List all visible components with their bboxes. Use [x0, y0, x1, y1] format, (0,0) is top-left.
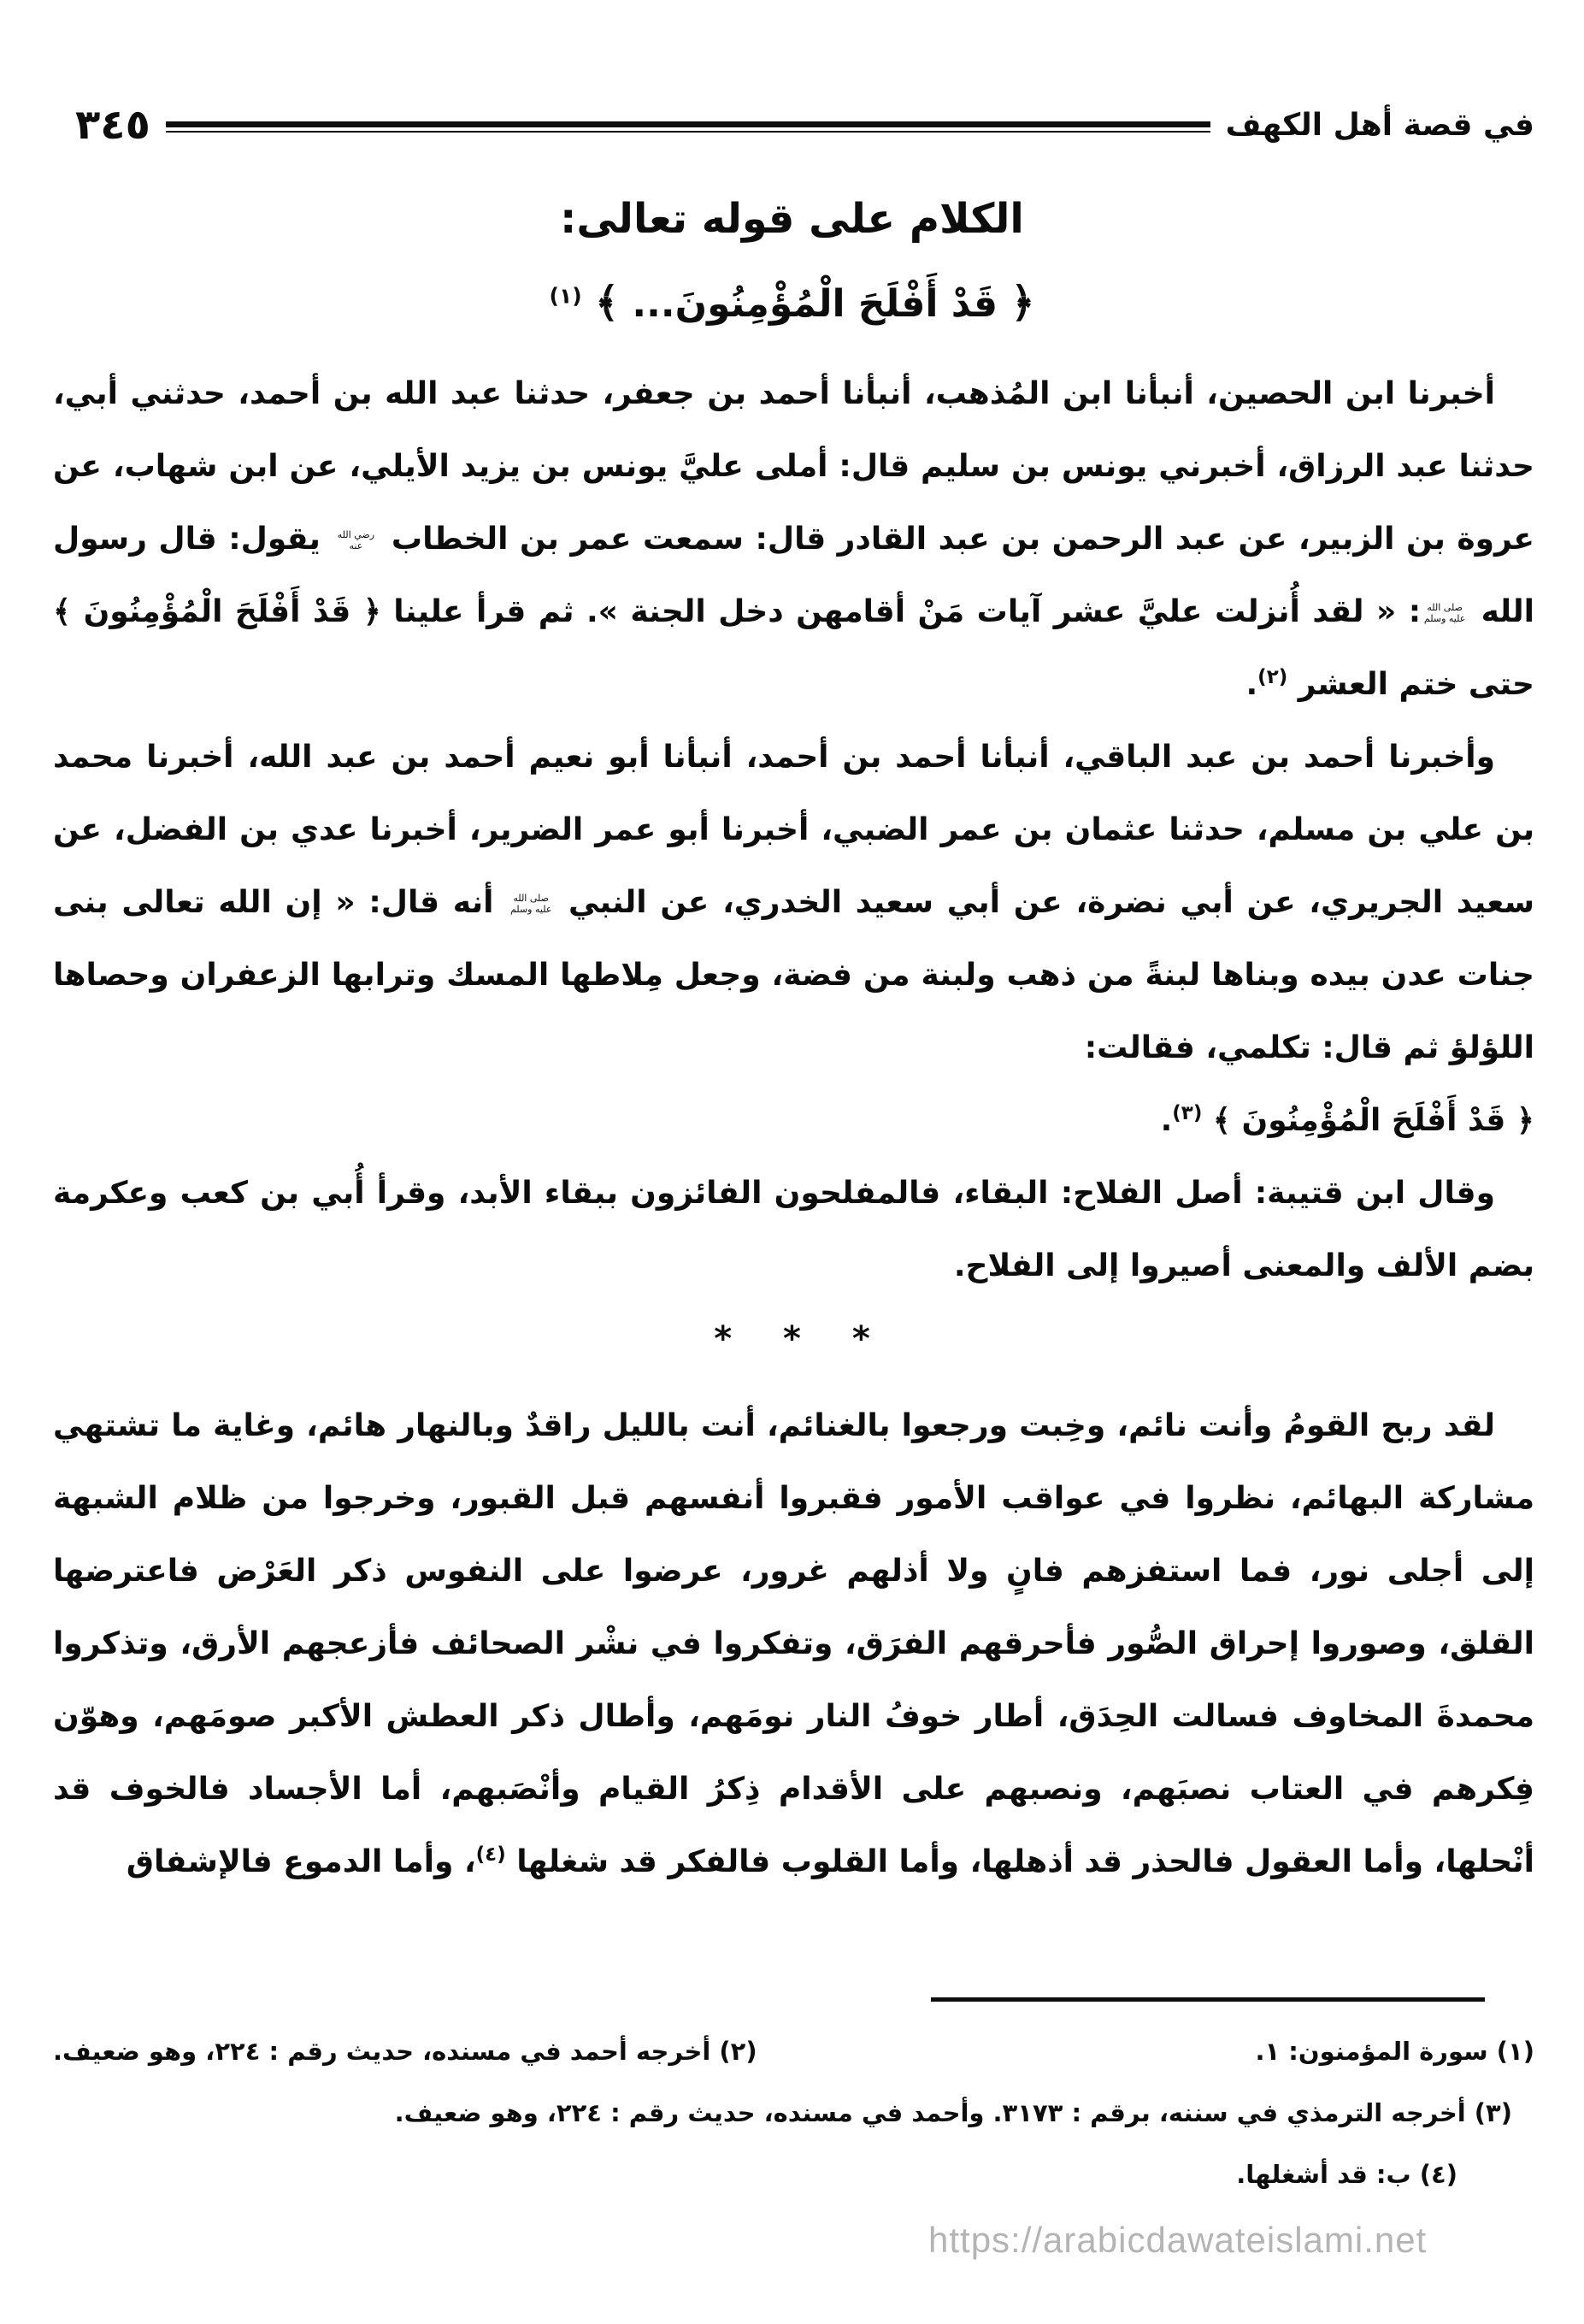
text-run: أخبرنا ابن الحصين، أنبأنا ابن المُذهب، أنبأنا أحمد بن جعفر، حدثنا عبد الله بن أحمد، حدثني أبي، حدثنا عبد الرزاق، أخبرني يونس بن سليم قال: أملى عليَّ يونس بن يزيد الأيلي، عن ابن شهاب، عن عروة بن الزبير، عن عبد الرحمن بن عبد القادر قال: سمعت عمر بن الخطاب: [53, 376, 1534, 557]
verse-footnote-ref: (١): [549, 283, 582, 309]
text-run: لقد ربح القومُ وأنت نائم، وخِبت ورجعوا بالغنائم، أنت بالليل راقدٌ وبالنهار هائم، وغاية ما تشتهي مشاركة البهائم، نظروا في عواقب الأمور فقبروا أنفسهم قبل القبور، وخرجوا من ظلام الشبهة إلى أجلى نور، فما استفزهم فانٍ ولا أذلهم غرور، عرضوا على النفوس ذكر العَرْض فاعترضها القلق، وصوروا إحراق الصُّور فأحرقهم الفرَق، وتفكروا في نشْر الصحائف فأزعجهم الأرق، وتذكروا محمدةَ المخاوف فسالت الحِدَق، أطار خوفُ النار نومَهم، وأطال ذكر العطش الأكبر صومَهم، وهوّن فِكرهم في العتاب نصبَهم، ونصبهم على الأقدام ذِكرُ القيام وأنْصَبهم، أما الأجساد فالخوف قد أنْحلها، وأما العقول فالحذر قد أذهلها، وأما القلوب فالفكر قد شغلها: [53, 1408, 1534, 1879]
quran-quote: ﴿ قَدْ أَفْلَحَ الْمُؤْمِنُونَ ﴾: [53, 594, 381, 629]
honorific-seal: رضي الله عنه: [337, 528, 375, 552]
footnotes-section: [53, 1997, 1534, 2205]
text-run: وقال ابن قتيبة: أصل الفلاح: البقاء، فالمفلحون الفائزون ببقاء الأبد، وقرأ أُبي بن كعب وعكرمة بضم الألف والمعنى أصيروا إلى الفلاح.: [53, 1176, 1534, 1283]
quran-quote: ﴿ قَدْ أَفْلَحَ الْمُؤْمِنُونَ ﴾: [1212, 1103, 1534, 1138]
body-text-lower: [53, 1389, 1534, 1898]
verse-text: قَدْ أَفْلَحَ الْمُؤْمِنُونَ...: [632, 282, 998, 326]
footnote-1: (١) سورة المؤمنون: ١.: [1255, 2037, 1534, 2066]
watermark-url: https://arabicdawateislami.net: [928, 2220, 1428, 2260]
paragraph: [53, 721, 1534, 1084]
page-number: ٣٤٥: [75, 101, 150, 149]
footnote-2: (٢) أخرجه أحمد في مسنده، حديث رقم : ٢٢٤، وهو ضعيف.: [53, 2037, 757, 2066]
text-run: حتى ختم العشر: [1287, 667, 1534, 702]
header-rule: [166, 121, 1210, 133]
section-title: الكلام على قوله تعالى:: [560, 195, 1024, 243]
chapter-title: في قصة أهل الكهف: [1225, 107, 1534, 143]
body-text-upper: [53, 357, 1534, 1302]
quran-close-bracket-icon: ﴾: [594, 279, 620, 327]
verse-heading: [0, 279, 1584, 327]
running-head: [75, 101, 1534, 149]
text-run: يقول: قال رسول الله: [53, 522, 1534, 629]
footnote-ref: (٤): [475, 1843, 506, 1866]
footnote-ref: (٢): [1257, 666, 1288, 688]
text-run: .: [1160, 1103, 1173, 1138]
footnote-3: (٣) أخرجه الترمذي في سننه، برقم : ٣١٧٣. وأحمد في مسنده، حديث رقم : ٢٢٤، وهو ضعيف.: [394, 2098, 1512, 2127]
asterisk-separator: * * *: [714, 1319, 870, 1359]
quran-open-bracket-icon: ﴿: [1010, 279, 1035, 327]
honorific-seal: صلى الله عليه وسلم: [1423, 601, 1466, 624]
text-run: .: [1245, 667, 1258, 702]
paragraph: [53, 1389, 1534, 1898]
text-run: : « لقد أُنزلت عليَّ عشر آيات مَنْ أقامهن دخل الجنة ». ثم قرأ علينا: [380, 594, 1422, 629]
footnote-4: (٤) ب: قد أشغلها.: [1236, 2160, 1457, 2189]
text-run: ، وأما الدموع فالإشفاق: [126, 1844, 476, 1879]
footnote-ref: (٣): [1172, 1102, 1203, 1124]
honorific-seal: صلى الله عليه وسلم: [509, 892, 552, 915]
paragraph: [53, 1084, 1534, 1157]
text-run: [1202, 1103, 1213, 1138]
footnote-row: [53, 2020, 1534, 2082]
text-run: وأخبرنا أحمد بن عبد الباقي، أنبأنا أحمد بن أحمد، أنبأنا أبو نعيم أحمد بن عبد الله، أخبرنا محمد بن علي بن مسلم، حدثنا عثمان بن عمر الضبي، أخبرنا أبو عمر الضرير، أخبرنا عدي بن الفضل، عن سعيد الجريري، عن أبي نضرة، عن أبي سعيد الخدري، عن النبي: [53, 740, 1534, 920]
footnote-rule: [931, 1997, 1485, 2002]
text-run: أنه قال: « إن الله تعالى بنى جنات عدن بيده وبناها لبنةً من ذهب ولبنة من فضة، وجعل مِلاطها المسك وترابها الزعفران وحصاها اللؤلؤ ثم قال: تكلمي، فقالت:: [53, 885, 1534, 1065]
paragraph: [53, 357, 1534, 721]
paragraph: [53, 1157, 1534, 1302]
